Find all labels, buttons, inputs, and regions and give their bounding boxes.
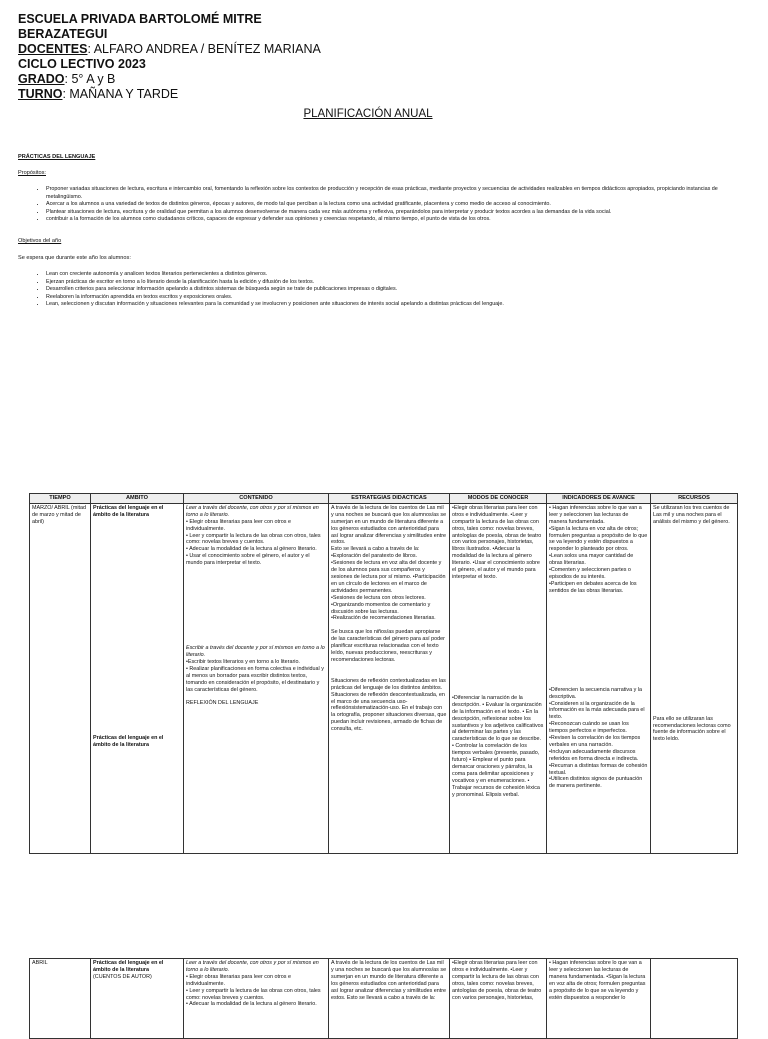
estrategias-text-2: Se busca que los niños/as puedan apropiarse de las características del género para así poder planificar escrituras relacionadas con el texto leído, nuevas producciones, reescrituras y recomendaciones lectoras.	[331, 629, 445, 663]
cell-estrategias	[329, 503, 450, 853]
contenido-list	[186, 974, 326, 1009]
cell-contenido	[184, 959, 329, 1039]
col-header-modos: MODOS DE CONOCER	[450, 494, 547, 504]
document-header	[18, 12, 321, 102]
grade-line	[18, 72, 321, 87]
indicadores-list	[549, 505, 648, 595]
page-title: PLANIFICACIÓN ANUAL	[303, 108, 433, 120]
objective-item: • Reelaboren la información aprendida en textos escritos y exposiciones orales.	[46, 294, 736, 302]
shift-label: TURNO	[18, 87, 63, 101]
indicador-item: •Lean solos una mayor cantidad de obras literarias.	[549, 553, 634, 567]
cell-modos	[450, 503, 547, 853]
school-year: CICLO LECTIVO 2023	[18, 57, 146, 71]
purposes-label: Propósitos:	[18, 170, 46, 176]
objective-item: • Ejerzan prácticas de escritor en torno a lo literario desde la planificación hasta la edición y difusión de los textos.	[46, 279, 736, 287]
cell-recursos	[651, 503, 738, 853]
planning-table-1	[29, 493, 738, 854]
contenido-heading: Leer a través del docente, con otros y por sí mismos en torno a lo literario.	[186, 504, 319, 518]
objective-item: • Desarrollen criterios para seleccionar información apelando a distintos sistemas de búsqueda según se trate de publicaciones impresas o digitales.	[46, 286, 736, 294]
col-header-contenido: CONTENIDO	[184, 494, 329, 504]
cell-ambito	[91, 959, 184, 1039]
shift-value: : MAÑANA Y TARDE	[62, 87, 179, 101]
contenido-item: •Escribir textos literarios y en torno a lo literario.	[186, 658, 300, 665]
teachers-value: : ALFARO ANDREA / BENÍTEZ MARIANA	[87, 42, 321, 56]
teachers-label: DOCENTES	[18, 42, 88, 56]
contenido-item: • Realizar planificaciones en forma colectiva e individual y al menos un borrador para escribir distintos textos, tomando en consideración el propósito, el destinatario y las características del género.	[186, 665, 324, 693]
modos-text: •Elegir obras literarias para leer con otros e individualmente. •Leer y compartir la lectura de las obras con otros, tales como: novelas breves, antologías de poesía, obras de teatro con varios personajes, historietas, libros ilustrados. •Adecuar la modalidad de la lectura al género literario. •Usar el conocimiento sobre el género, el autor y el mundo para interpretar el texto.	[452, 504, 542, 580]
recursos-text: Se utilizaran los tres cuentos de Las mil y una noches para el análisis del mismo y del género.	[653, 504, 730, 525]
objective-item: • Lean, seleccionen y discutan información y situaciones relevantes para la comunidad y se involucren y posicionen ante situaciones de interés social apelando a distintas prácticas del lenguaje.	[46, 301, 736, 309]
school-name: ESCUELA PRIVADA BARTOLOMÉ MITRE	[18, 12, 262, 26]
cell-modos	[450, 959, 547, 1039]
cell-ambito	[91, 503, 184, 853]
cell-indicadores	[547, 503, 651, 853]
table-header-row	[30, 494, 738, 504]
ambito-note: (CUENTOS DE AUTOR)	[93, 973, 152, 980]
contenido-item: • Elegir obras literarias para leer con otros e individualmente.	[186, 518, 291, 532]
grade-label: GRADO	[18, 72, 65, 86]
table-row	[30, 959, 738, 1039]
contenido-item: • Leer y compartir la lectura de las obras con otros, tales como: novelas breves y cuentos.	[186, 532, 321, 546]
teachers-line	[18, 42, 321, 57]
indicador-item: •Consideren si la organización de la información es la más adecuada para el texto.	[549, 700, 645, 721]
indicador-item: • Hagan inferencias sobre lo que van a leer y seleccionen las lecturas de manera fundamentada.	[549, 504, 642, 525]
shift-line	[18, 87, 321, 102]
contenido-reflexion: REFLEXIÓN DEL LENGUAJE	[186, 700, 259, 707]
purpose-item: • Plantear situaciones de lectura, escritura y de oralidad que permitan a los alumnos desenvolverse de manera cada vez más autónoma y reflexiva, preparándolos para interpretar y producir textos acordes a las demandas de la vida social.	[46, 209, 736, 217]
contenido-item: • Adecuar la modalidad de la lectura al género literario.	[186, 1001, 317, 1008]
indicador-item: •Reconozcan cuándo se usan los tiempos perfectos e imperfectos.	[549, 721, 629, 735]
ambito-text-2: Prácticas del lenguaje en el ámbito de la literatura	[93, 734, 164, 748]
recursos-text-2: Para ello se utilizaran las recomendaciones lectoras como fuente de información sobre el texto leído.	[653, 715, 731, 743]
contenido-item: • Adecuar la modalidad de la lectura al género literario.	[186, 546, 317, 553]
estrategia-item: •Sesiones de lectura en voz alta del docente y de los alumnos para sus compañeros y sesiones de lectura por sí mismo. •Participación en un círculo de lectores en el marco de actividades permanentes.	[331, 560, 446, 594]
estrategia-item: •Exploración del paratexto de libros.	[331, 553, 418, 560]
purpose-item: • Proponer variadas situaciones de lectura, escritura e intercambio oral, fomentando la reflexión sobre los contextos de producción y recepción de esas prácticas, mediante proyectos y secuencias de actividades realizables en tiempos didácticos apropiados, propiciando instancias de metalingüismo.	[46, 186, 736, 201]
estrategia-item: •Sesiones de lectura con otros lectores.	[331, 594, 426, 601]
indicador-item: •Comenten y seleccionen partes o episodios de su interés.	[549, 567, 631, 580]
estrategia-item: •Organizando momentos de comentario y discusión sobre las lecturas.	[331, 601, 431, 615]
col-header-indicadores: INDICADORES DE AVANCE	[547, 494, 651, 504]
estrategias-text: A través de la lectura de los cuentos de Las mil y una noches se buscará que los alumnos/as se sumerjan en un mundo de literatura diferente a los géneros estudiados con anterioridad para así lograr analizar diferencias y similitudes entre estos. Esto se llevará a cabo a través de la:	[331, 960, 447, 1001]
objectives-intro: Se espera que durante este año los alumnos:	[18, 255, 131, 261]
ambito-text: Prácticas del lenguaje en el ámbito de la literatura	[93, 504, 164, 518]
contenido-item: • Leer y compartir la lectura de las obras con otros, tales como: novelas breves y cuentos.	[186, 987, 321, 1001]
contenido-item: • Usar el conocimiento sobre el género, el autor y el mundo para interpretar el texto.	[186, 553, 310, 567]
col-header-recursos: RECURSOS	[651, 494, 738, 504]
indicador-item: •Incluyan adecuadamente discursos referidos en forma directa e indirecta. •Recurran a distintas formas de cohesión textual.	[549, 748, 648, 776]
school-city: BERAZATEGUI	[18, 27, 108, 41]
estrategia-item: •Realización de recomendaciones literarias.	[331, 615, 436, 622]
estrategias-list	[331, 546, 447, 622]
indicadores-text: • Hagan inferencias sobre lo que van a leer y seleccionen las lecturas de manera fundamentada. •Sigan la lectura en voz alta de otros; formulen preguntas a propósito de lo que se va leyendo y estén dispuestos a responder lo	[549, 960, 646, 1001]
estrategia-item: Esto se llevará a cabo a través de la:	[331, 546, 420, 553]
contenido-heading-2: Escribir a través del docente y por sí mismos en torno a lo literario.	[186, 645, 325, 658]
modos-text-2: •Diferenciar la narración de la descripción. • Evaluar la organización de la información en el texto. • En la descripción, reflexionar sobre los sustantivos y los adjetivos calificativos al determinar las partes y las características de lo que se describe. • Controlar la correlación de los tiempos verbales (presente, pasado, futuro) • Emplear el punto para demarcar oraciones y párrafos, la coma para delimitar aposiciones y vocativos y en enumeraciones. • Trabajar recursos de cohesión léxica y pronominal. Elipsis verbal.	[452, 694, 544, 798]
grade-value: : 5° A y B	[64, 72, 116, 86]
indicador-item: •Revisen la correlación de los tiempos verbales en una narración.	[549, 735, 641, 748]
indicadores-list-2	[549, 687, 648, 791]
contenido-item: • Elegir obras literarias para leer con otros e individualmente.	[186, 973, 291, 987]
estrategias-text: A través de la lectura de los cuentos de Las mil y una noches se buscará que los alumnos/as se sumerjan en un mundo de literatura diferente a los géneros estudiados con anterioridad para así lograr analizar diferencias y similitudes entre estos.	[331, 504, 447, 546]
cell-tiempo	[30, 959, 91, 1039]
objective-item: • Lean con creciente autonomía y analicen textos literarios pertenecientes a distintos géneros.	[46, 271, 736, 279]
contenido-list	[186, 519, 326, 567]
estrategias-text-3: Situaciones de reflexión contextualizadas en las prácticas del lenguaje de los distintos ámbitos. Situaciones de reflexión descontextualizada, en el marco de una secuencia uso-reflexiónsistematización-uso. En el trabajo con la ortografía, proponer situaciones diversas, que puedan incluir revisiones, armado de fichas de consulta, etc.	[331, 677, 447, 733]
planning-table-2	[29, 958, 738, 1039]
contenido-list-2	[186, 659, 326, 694]
objectives-list	[18, 271, 736, 309]
indicador-item: •Utilicen distintos signos de puntuación de manera pertinente.	[549, 776, 643, 790]
modos-text: •Elegir obras literarias para leer con otros e individualmente. •Leer y compartir la lectura de las obras con otros, tales como: novelas breves, antologías de poesía, obras de teatro con varios personajes, historietas,	[452, 960, 542, 1001]
section-title: PRÁCTICAS DEL LENGUAJE	[18, 154, 96, 160]
tiempo-text: ABRIL	[32, 960, 48, 966]
col-header-estrategias: ESTRATEGIAS DIDACTICAS	[329, 494, 450, 504]
purposes-list	[18, 186, 736, 224]
cell-estrategias	[329, 959, 450, 1039]
table-row	[30, 503, 738, 853]
cell-contenido	[184, 503, 329, 853]
contenido-heading: Leer a través del docente, con otros y por sí mismos en torno a lo literario.	[186, 960, 319, 973]
purpose-item: • contribuir a la formación de los alumnos como ciudadanos críticos, capaces de expresar y defender sus opiniones y creencias respetando, al mismo tiempo, el punto de vista de los otros.	[46, 216, 736, 224]
col-header-ambito: AMBITO	[91, 494, 184, 504]
cell-recursos	[651, 959, 738, 1039]
indicador-item: •Participen en debates acerca de los sentidos de las obras literarias.	[549, 580, 637, 594]
objectives-label: Objetivos del año	[18, 238, 62, 244]
tiempo-text: MARZO/ ABRIL (mitad de marzo y mitad de abril)	[32, 504, 87, 525]
cell-indicadores	[547, 959, 651, 1039]
indicador-item: •Diferencien la secuencia narrativa y la descriptiva.	[549, 686, 642, 700]
col-header-tiempo: TIEMPO	[30, 494, 91, 504]
ambito-text: Prácticas del lenguaje en el ámbito de la literatura	[93, 960, 164, 973]
purpose-item: • Acercar a los alumnos a una variedad de textos de distintos géneros, épocas y autores, de modo tal que perciban a la lectura como una actividad gratificante, placentera y como medio de acceso al conocimiento.	[46, 201, 736, 209]
cell-tiempo	[30, 503, 91, 853]
indicador-item: •Sigan la lectura en voz alta de otros; formulen preguntas a propósito de lo que se va leyendo y estén dispuestos a responder lo planteado por otros.	[549, 525, 648, 553]
